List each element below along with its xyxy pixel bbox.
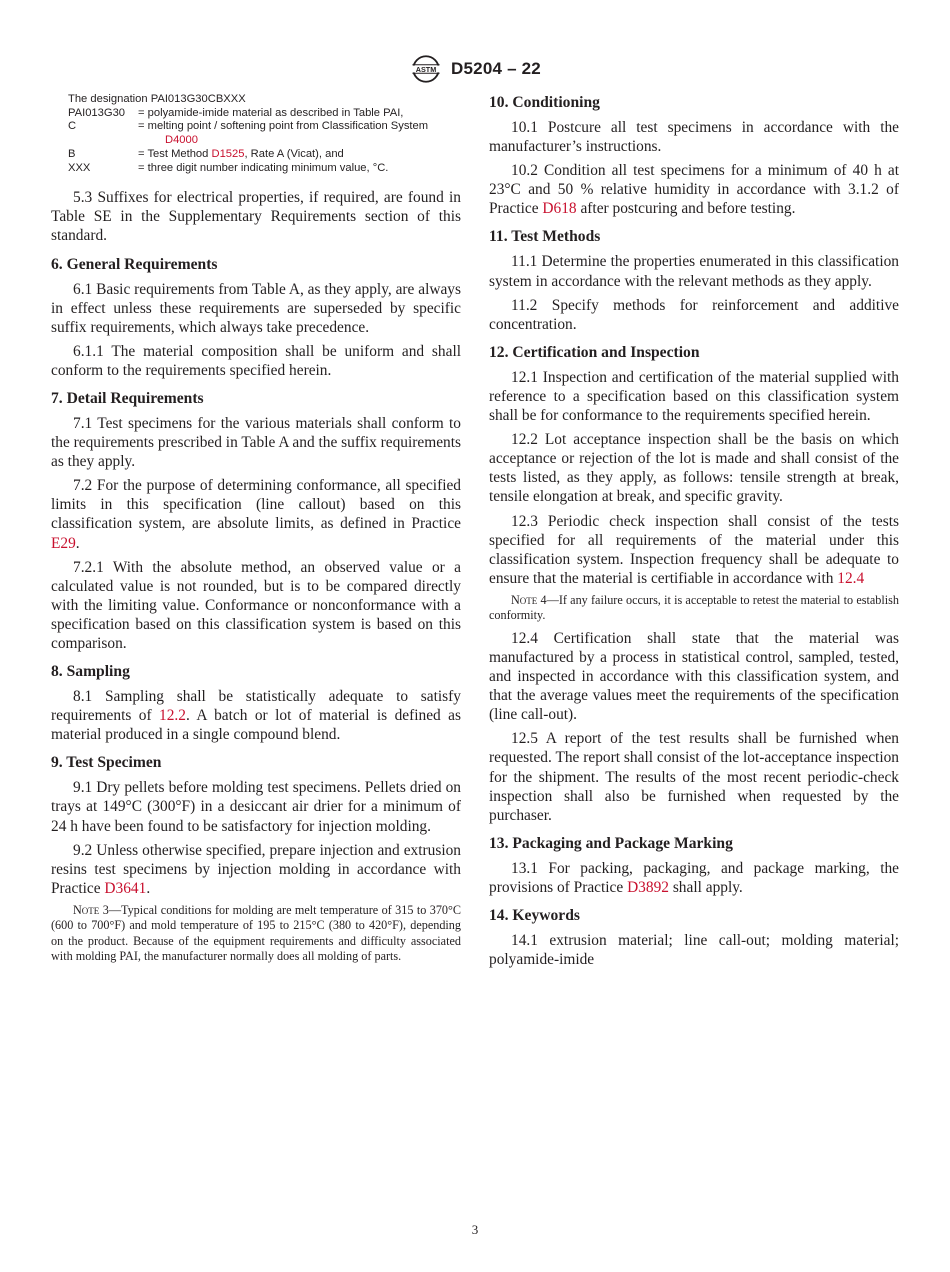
paragraph-12-1: 12.1 Inspection and certification of the material supplied with reference to a specification based on this classification system shall be for conformance to the requirements specified herein. <box>489 368 899 425</box>
designation-row: C = melting point / softening point from Classification System <box>68 120 429 133</box>
svg-text:ASTM: ASTM <box>415 64 437 74</box>
paragraph-10-1: 10.1 Postcure all test specimens in accordance with the manufacturer’s instructions. <box>489 119 899 156</box>
paragraph-14-1: 14.1 extrusion material; line call-out; molding material; polyamide-imide <box>489 932 899 969</box>
page-number: 3 <box>471 1222 479 1237</box>
paragraph-6-1-1: 6.1.1 The material composition shall be uniform and shall conform to the requirements specified herein. <box>51 342 461 379</box>
paragraph-5-3: 5.3 Suffixes for electrical properties, if required, are found in Table SE in the Supplementary Requirements section of this standard. <box>51 189 461 245</box>
heading-10: 10. Conditioning <box>489 94 600 111</box>
astm-logo-icon <box>409 52 443 86</box>
heading-14: 14. Keywords <box>489 907 580 924</box>
heading-6: 6. General Requirements <box>51 255 218 273</box>
heading-12: 12. Certification and Inspection <box>489 343 700 361</box>
left-column <box>51 93 461 970</box>
paragraph-13-1: 13.1 For packing, packaging, and package marking, the provisions of Practice D3892 shall apply. <box>489 859 899 896</box>
page-header <box>0 52 950 86</box>
designation-row: XXX = three digit number indicating minimum value, °C. <box>68 161 389 174</box>
paragraph-11-1: 11.1 Determine the properties enumerated in this classification system in accordance with the relevant methods as they apply. <box>489 253 899 290</box>
heading-13: 13. Packaging and Package Marking <box>489 834 733 852</box>
designation-title: The designation PAI013G30CBXXX <box>68 93 246 105</box>
paragraph-12-2: 12.2 Lot acceptance inspection shall be the basis on which acceptance or rejection of the lot is made and shall consist of the tests listed, as they apply, as follows: tensile strength at break, tensile elongation at break, and specific gravity. <box>489 431 899 506</box>
heading-8: 8. Sampling <box>51 663 130 681</box>
designation-table <box>51 93 461 175</box>
ref-link-d4000[interactable]: D4000 <box>165 134 198 147</box>
paragraph-7-1: 7.1 Test specimens for the various materials shall conform to the requirements prescribed in Table A and the suffix requirements as they apply. <box>51 414 461 471</box>
designation-row: PAI013G30 = polyamide-imide material as described in Table PAI, <box>68 106 404 119</box>
paragraph-12-3: 12.3 Periodic check inspection shall consist of the tests specified for all requirements of the material under this classification system. Inspection frequency shall be adequate to ensure that the material is certifiable in accordance with 12.4 <box>489 512 899 587</box>
note-3: Note 3—Typical conditions for molding are melt temperature of 315 to 370°C (600 to 700°F) and mold temperature of 195 to 215°C (380 to 420°F), depending on the product. Because of the equipment requirements and difficulty associated with molding PAI, the manufacturer normally does all molding of parts. <box>51 902 462 964</box>
paragraph-6-1: 6.1 Basic requirements from Table A, as they apply, are always in effect unless these requirements are superseded by specific suffix requirements, which always take precedence. <box>51 280 461 336</box>
heading-11: 11. Test Methods <box>489 228 601 246</box>
right-column <box>489 93 899 974</box>
paragraph-7-2-1: 7.2.1 With the absolute method, an observed value or a calculated value is not rounded, but is to be compared directly with the limiting value. Conformance or nonconformance with a specification based on this classification system is based on this comparison. <box>51 558 461 652</box>
paragraph-9-1: 9.1 Dry pellets before molding test specimens. Pellets dried on trays at 149°C (300°F) in a desiccant air drier for a minimum of 24 h have been found to be satisfactory for injection molding. <box>51 779 461 835</box>
document-id: D5204 – 22 <box>451 59 541 78</box>
ref-link-12-2[interactable]: 12.2 <box>159 707 186 725</box>
ref-link-12-4[interactable]: 12.4 <box>837 569 865 587</box>
ref-link-d3892[interactable]: D3892 <box>627 878 669 896</box>
ref-link-d618[interactable]: D618 <box>542 200 577 218</box>
ref-link-e29[interactable]: E29 <box>51 534 76 552</box>
paragraph-12-5: 12.5 A report of the test results shall be furnished when requested. The report shall consist of the lot-acceptance inspection for the shipment. The results of the most recent periodic-check inspection shall also be furnished when requested by the purchaser. <box>489 730 899 824</box>
ref-link-d1525[interactable]: D1525 <box>211 147 245 160</box>
heading-7: 7. Detail Requirements <box>51 389 204 407</box>
paragraph-9-2: 9.2 Unless otherwise specified, prepare injection and extrusion resins test specimens by injection molding in accordance with Practice D3641. <box>51 841 461 897</box>
paragraph-8-1: 8.1 Sampling shall be statistically adequate to satisfy requirements of 12.2. A batch or lot of material is defined as material produced in a single compound blend. <box>51 688 461 744</box>
ref-link-d3641[interactable]: D3641 <box>104 879 147 897</box>
heading-9: 9. Test Specimen <box>51 754 162 772</box>
paragraph-7-2: 7.2 For the purpose of determining conformance, all specified limits in this specification (line callout) based on this classification system, are absolute limits, as defined in Practice E29. <box>51 477 461 552</box>
paragraph-11-2: 11.2 Specify methods for reinforcement and additive concentration. <box>489 296 899 333</box>
note-4: Note 4—If any failure occurs, it is acceptable to retest the material to establish conformity. <box>489 592 899 623</box>
paragraph-10-2: 10.2 Condition all test specimens for a minimum of 40 h at 23°C and 50 % relative humidity in accordance with 3.1.2 of Practice D618 after postcuring and before testing. <box>489 162 899 218</box>
designation-row <box>68 134 461 148</box>
designation-row: B = Test Method D1525, Rate A (Vicat), and <box>68 147 344 160</box>
paragraph-12-4: 12.4 Certification shall state that the material was manufactured by a process in statistical control, sampled, tested, and inspected in accordance with this classification system, and that the average values meet the requirements of the specification (line call-out). <box>489 629 899 724</box>
